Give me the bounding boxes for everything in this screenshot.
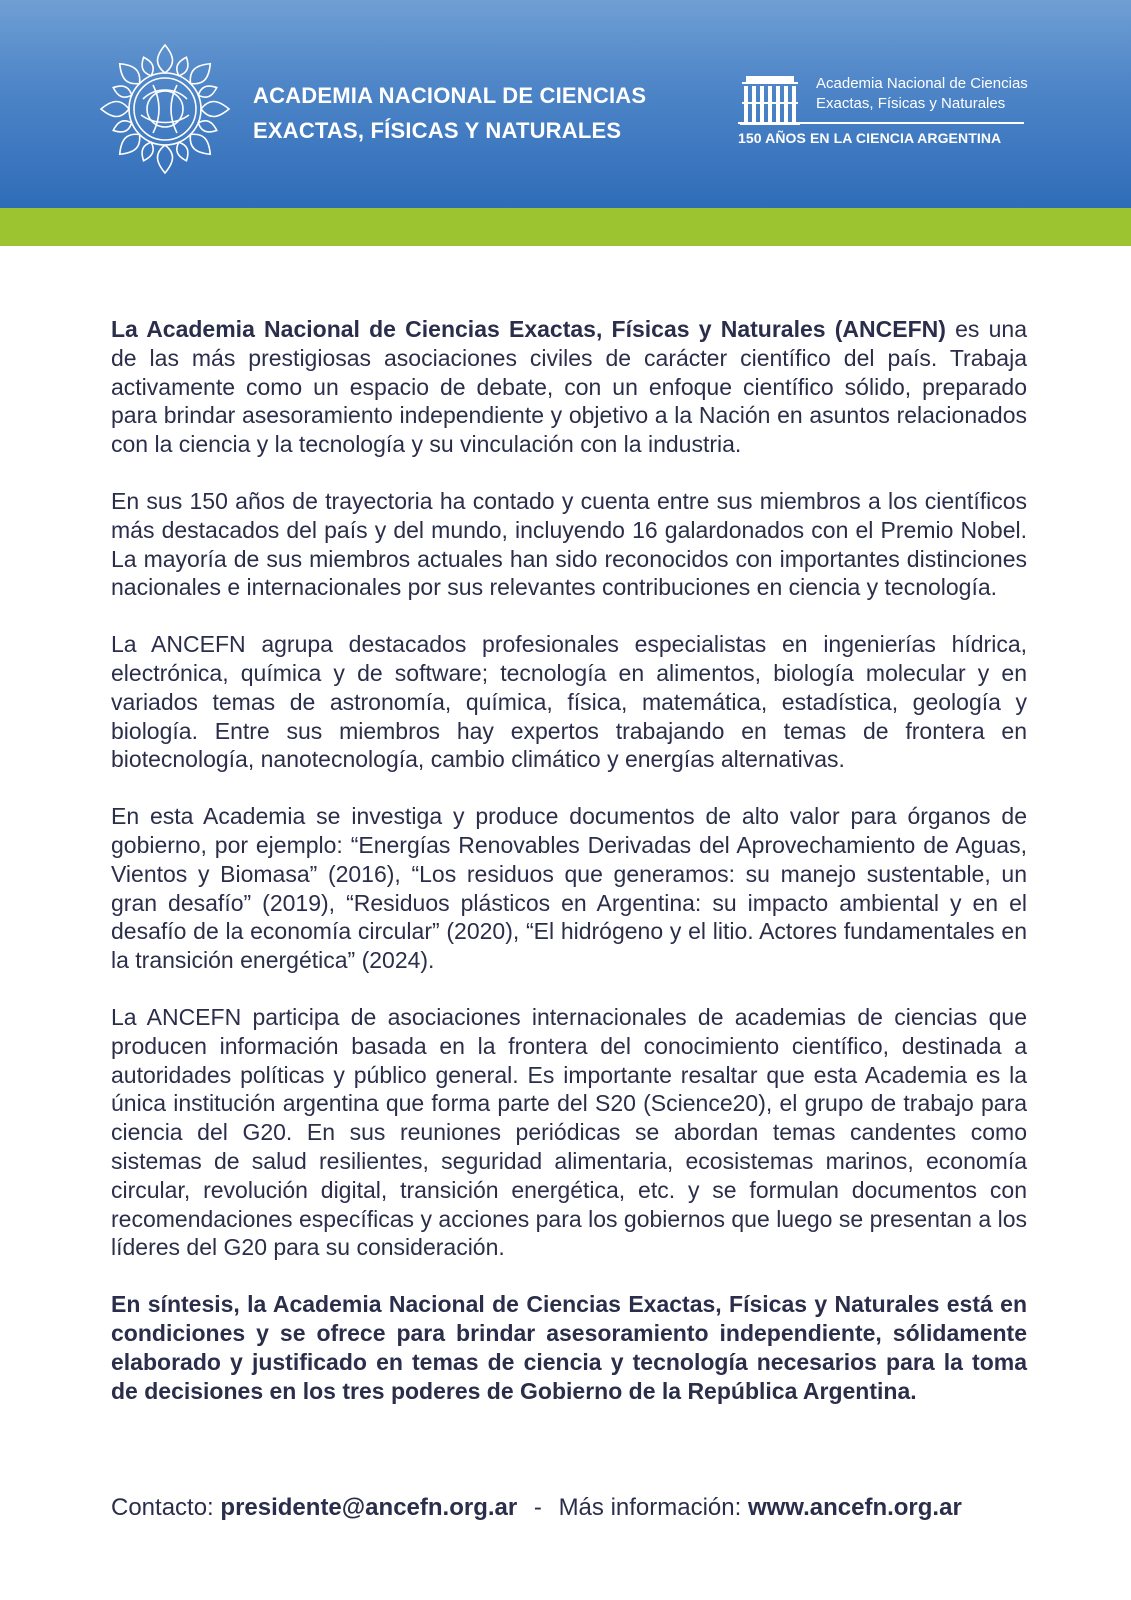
paragraph-specialties: La ANCEFN agrupa destacados profesionales especialistas en ingenierías hídrica, electrónica, química y de software; tecnología en alimentos, biología molecular y en variados temas de astronomía, química, física, matemática, estadística, geología y biología. Entre sus miembros hay expertos trabajando en temas de frontera en biotecnología, nanotecnología, cambio climático y energías alternativas. (111, 631, 1027, 773)
website-link[interactable]: www.ancefn.org.ar (747, 1494, 962, 1521)
paragraph-summary: En síntesis, la Academia Nacional de Ciencias Exactas, Físicas y Naturales está en condiciones y se ofrece para brindar asesoramiento independiente, sólidamente elaborado y justificado en temas de ciencia y tecnología necesarios para la toma de decisiones en los tres poderes de Gobierno de la República Argentina. (111, 1291, 1027, 1404)
accent-band (0, 208, 1131, 246)
building-icon (738, 72, 802, 126)
intro-rest: es una de las más prestigiosas asociaciones civiles de carácter científico del país. Trabaja activamente como un espacio de debate, con un enfoque científico sólido, preparado para brindar asesoramiento independiente y objetivo a la Nación en asuntos relacionados con la ciencia y la tecnología y su vinculación con la industria. (111, 316, 1028, 458)
paragraph-intro (111, 315, 1027, 459)
contact-label: Contacto: (111, 1494, 214, 1521)
paragraph-documents: En esta Academia se investiga y produce documentos de alto valor para órganos de gobierno, por ejemplo: “Energías Renovables Derivadas del Aprovechamiento de Aguas, Vientos y Biomasa” (2016), “Los residuos que generamos: su manejo sustentable, un gran desafío” (2019), “Residuos plásticos en Argentina: su impacto ambiental y en el desafío de la economía circular” (2020), “El hidrógeno y el litio. Actores fundamentales en la transición energética” (2024). (111, 803, 1027, 974)
academy-title (253, 78, 646, 148)
academy-seal-icon (98, 42, 232, 176)
paragraph-international: La ANCEFN participa de asociaciones internacionales de academias de ciencias que producen información basada en la frontera del conocimiento científico, destinada a autoridades políticas y público general. Es importante resaltar que esta Academia es la única institución argentina que forma parte del S20 (Science20), el grupo de trabajo para ciencia del G20. En sus reuniones periódicas se abordan temas candentes como sistemas de salud resilientes, seguridad alimentaria, ecosistemas marinos, economía circular, revolución digital, transición energética, etc. y se formulan documentos con recomendaciones específicas y acciones para los gobiernos que luego se presentan a los líderes del G20 para su consideración. (111, 1003, 1027, 1261)
academy-title-line2: EXACTAS, FÍSICAS Y NATURALES (253, 118, 622, 143)
contact-separator: - (533, 1494, 542, 1521)
more-info-label: Más información: (558, 1494, 742, 1521)
anniversary-tagline: 150 AÑOS EN LA CIENCIA ARGENTINA (738, 130, 1002, 146)
paragraph-history: En sus 150 años de trayectoria ha contado y cuenta entre sus miembros a los científicos más destacados del país y del mundo, incluyendo 16 galardonados con el Premio Nobel. La mayoría de sus miembros actuales han sido reconocidos con importantes distinciones nacionales e internacionales por sus relevantes contribuciones en ciencia y tecnología. (111, 487, 1027, 601)
contact-line (111, 1493, 1031, 1523)
intro-lead: La Academia Nacional de Ciencias Exactas, Físicas y Naturales (ANCEFN) (111, 316, 946, 342)
header-banner (0, 0, 1131, 208)
anniversary-divider (738, 122, 1024, 124)
anniversary-name-line1: Academia Nacional de Ciencias (816, 75, 1028, 92)
academy-title-line1: ACADEMIA NACIONAL DE CIENCIAS (253, 83, 647, 108)
contact-email-link[interactable]: presidente@ancefn.org.ar (220, 1494, 518, 1521)
anniversary-logo (738, 68, 1028, 152)
anniversary-name-line2: Exactas, Físicas y Naturales (816, 95, 1006, 112)
body-text (111, 315, 1027, 1433)
anniversary-academy-name (816, 74, 1028, 114)
